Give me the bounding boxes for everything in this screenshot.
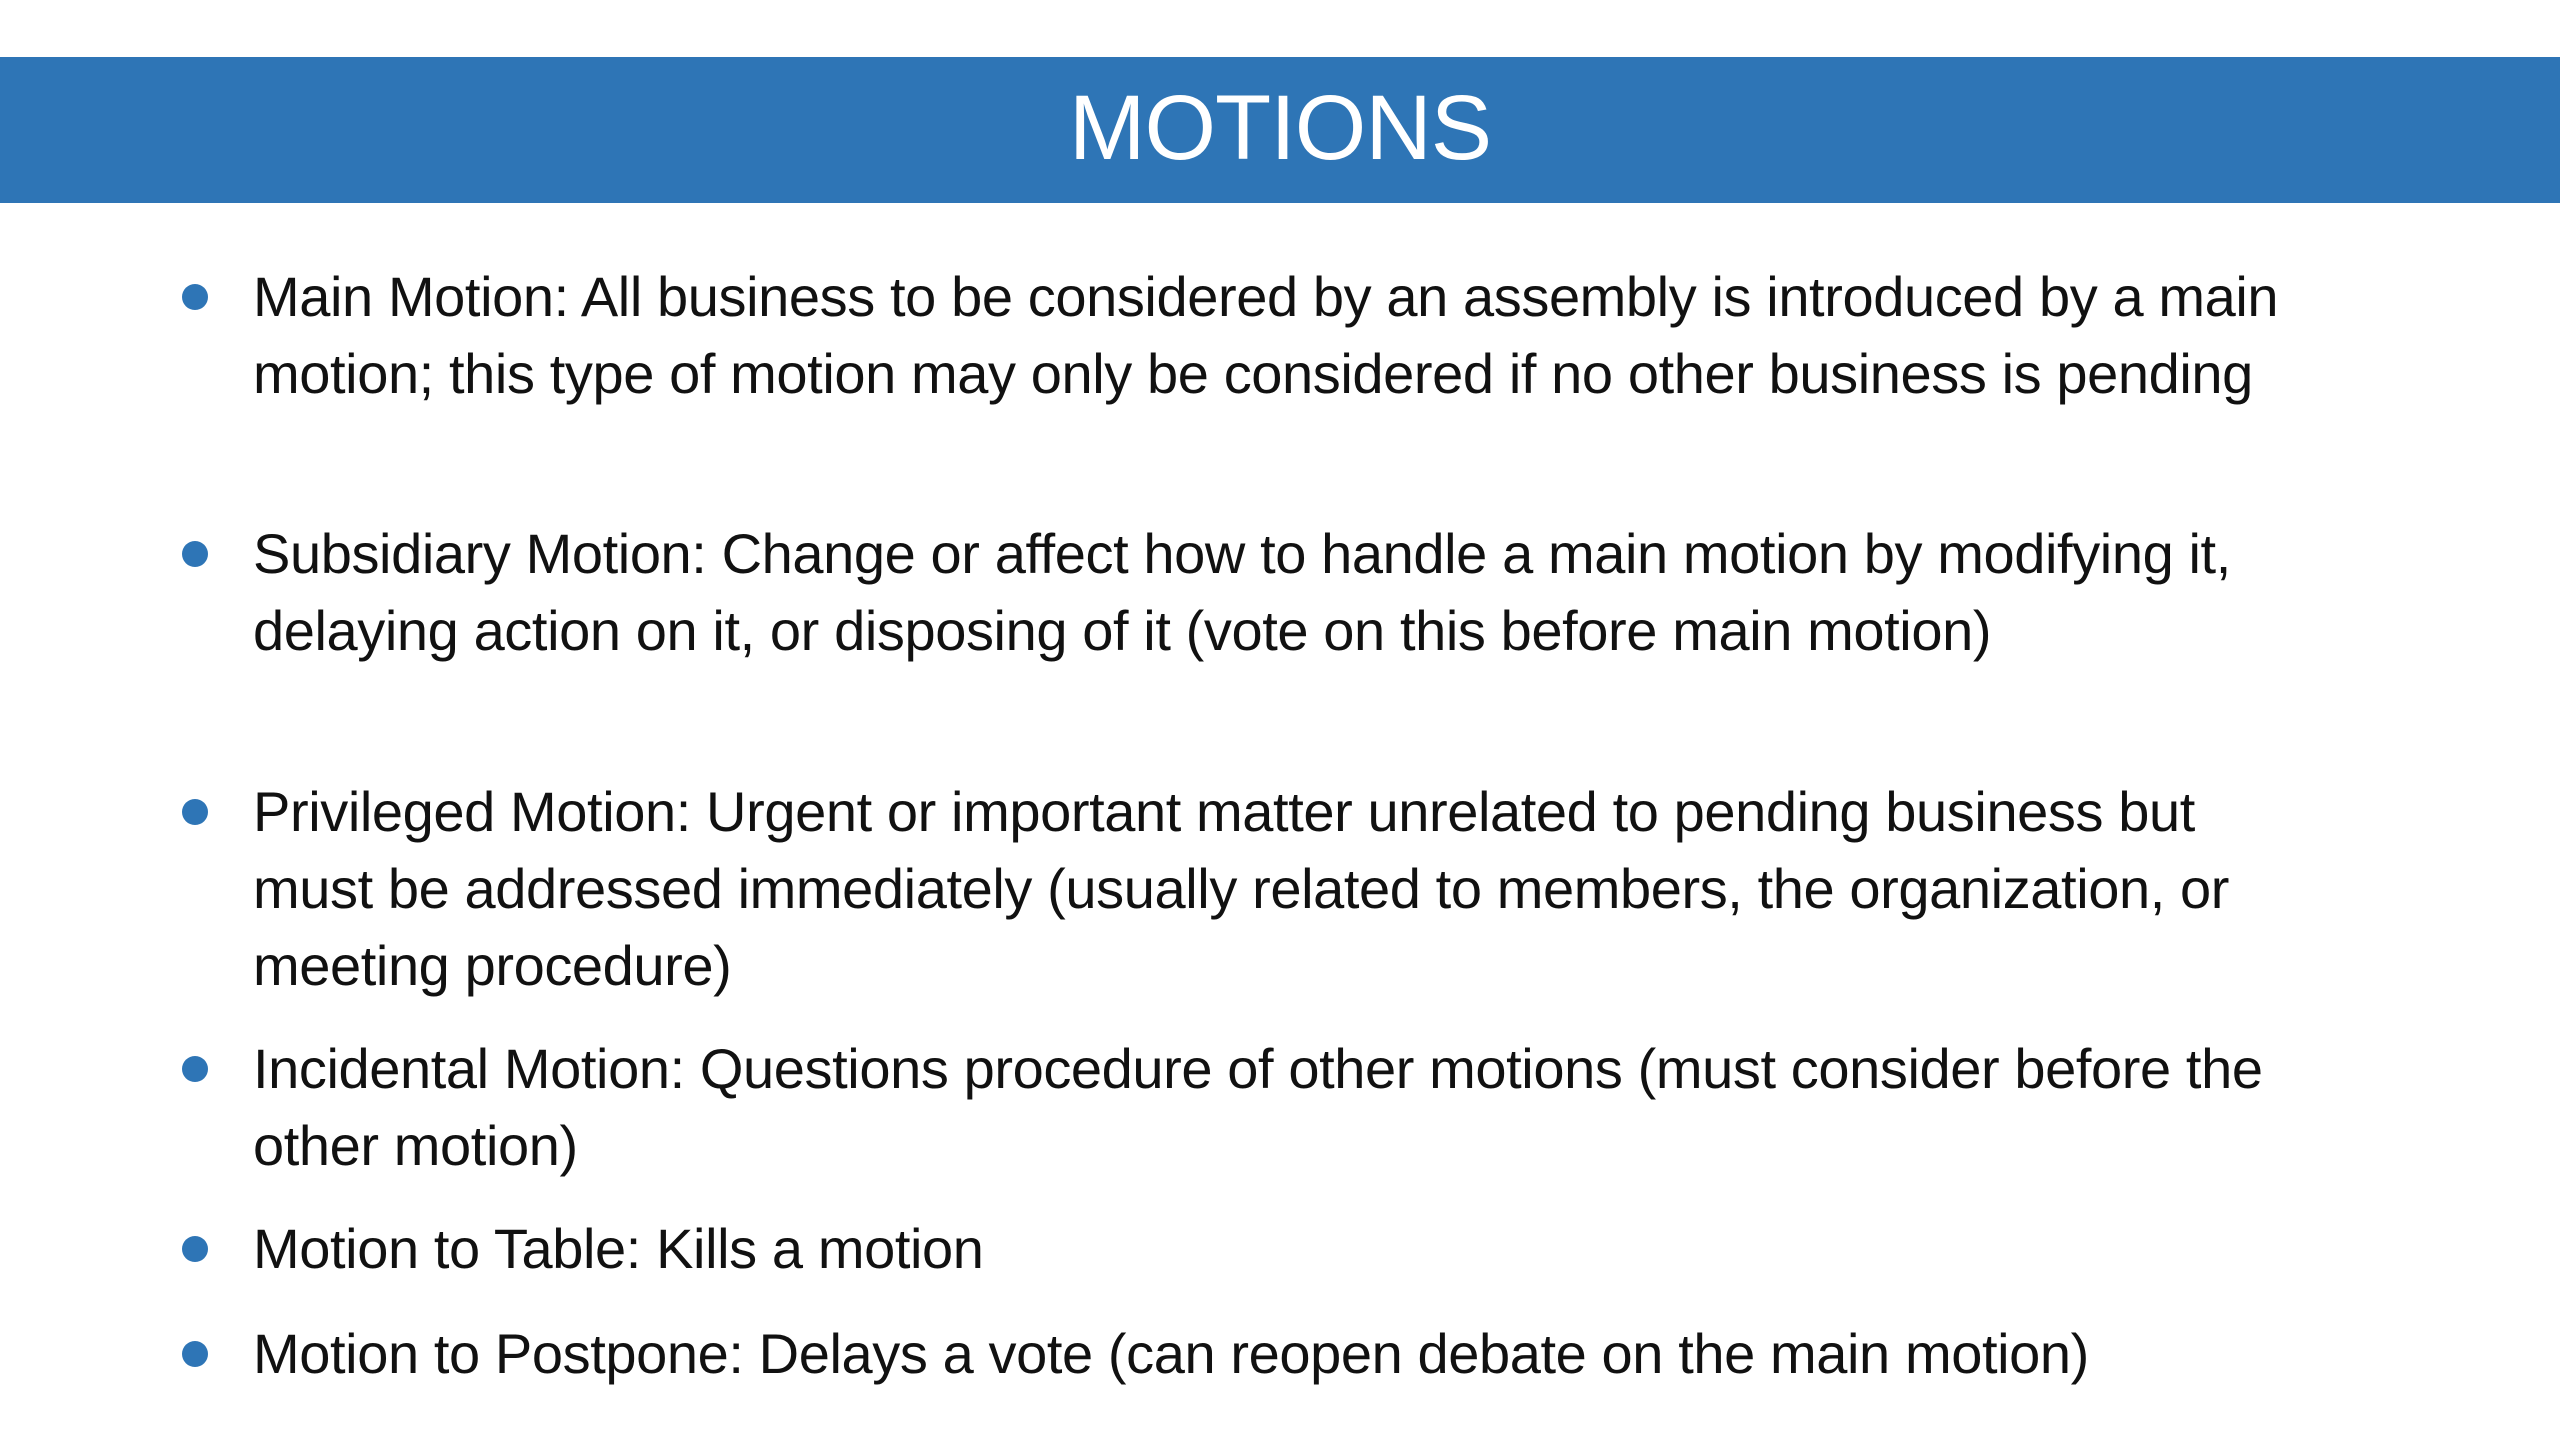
bullet-text: Motion to Table: Kills a motion xyxy=(253,1217,984,1280)
bullet-text: Motion to Postpone: Delays a vote (can reopen debate on the main motion) xyxy=(253,1322,2089,1385)
bullet-dot-icon xyxy=(182,799,208,825)
slide-title: MOTIONS xyxy=(1068,77,1492,179)
bullet-text: Privileged Motion: Urgent or important matter unrelated to pending business but must be addressed immediately (usually related to members, the organization, or meeting procedure) xyxy=(253,780,2230,997)
bullet-dot-icon xyxy=(182,541,208,567)
bullet-text: Main Motion: All business to be considered by an assembly is introduced by a main motion; this type of motion may only be considered if no other business is pending xyxy=(253,265,2279,405)
bullet-dot-icon xyxy=(182,1341,208,1367)
bullet-dot-icon xyxy=(182,1236,208,1262)
bullet-text: Incidental Motion: Questions procedure of other motions (must consider before the other motion) xyxy=(253,1037,2263,1177)
bullet-text: Subsidiary Motion: Change or affect how to handle a main motion by modifying it, delaying action on it, or disposing of it (vote on this before main motion) xyxy=(253,522,2231,662)
bullet-dot-icon xyxy=(182,1056,208,1082)
bullet-dot-icon xyxy=(182,284,208,310)
